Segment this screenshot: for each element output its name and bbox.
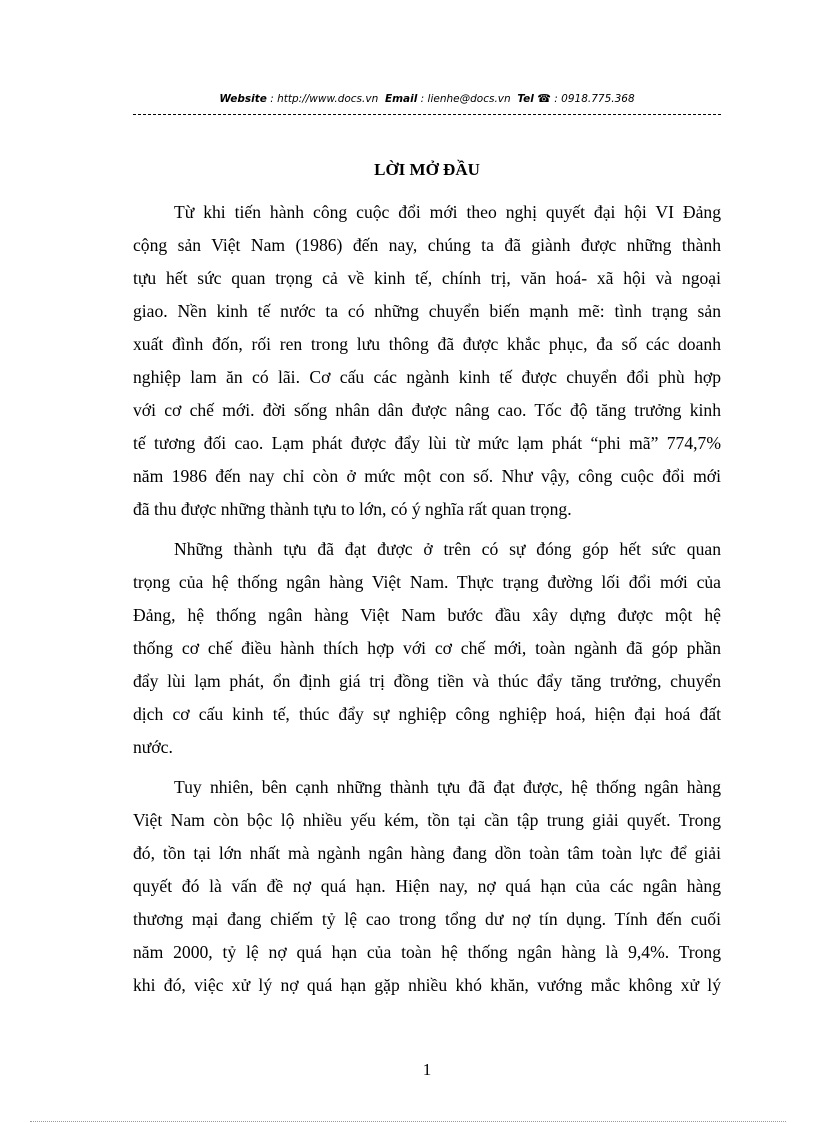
paragraph xyxy=(133,533,721,764)
text-line: cộng sản Việt Nam (1986) đến nay, chúng ta đã giành được những thành xyxy=(133,235,721,255)
email-label: Email xyxy=(384,93,418,105)
text-line: Đảng, hệ thống ngân hàng Việt Nam bước đầu xây dựng được một hệ xyxy=(133,605,721,625)
text-line: tế tương đối cao. Lạm phát được đẩy lùi từ mức lạm phát “phi mã” 774,7% xyxy=(133,433,721,453)
text-line: thống cơ chế điều hành thích hợp với cơ chế mới, toàn ngành đã góp phần xyxy=(133,638,721,658)
text-line: xuất đình đốn, rối ren trong lưu thông đã được khắc phục, đa số các doanh xyxy=(133,334,721,354)
text-line: tựu hết sức quan trọng cả về kinh tế, chính trị, văn hoá- xã hội và ngoại xyxy=(133,268,721,288)
text-line: trọng của hệ thống ngân hàng Việt Nam. Thực trạng đường lối đổi mới của xyxy=(133,572,721,592)
text-line: Tuy nhiên, bên cạnh những thành tựu đã đạt được, hệ thống ngân hàng xyxy=(174,777,721,797)
tel-number: : 0918.775.368 xyxy=(554,93,635,105)
text-line: đã thu được những thành tựu to lớn, có ý nghĩa rất quan trọng. xyxy=(133,499,572,519)
page-number: 1 xyxy=(422,1060,432,1079)
website-label: Website xyxy=(219,93,267,105)
website-link[interactable]: : http://www.docs.vn xyxy=(266,93,379,105)
text-line: năm 2000, tỷ lệ nợ quá hạn của toàn hệ thống ngân hàng là 9,4%. Trong xyxy=(133,942,721,962)
document-body xyxy=(133,196,721,1002)
text-line: nước. xyxy=(133,737,173,757)
text-line: dịch cơ cấu kinh tế, thúc đẩy sự nghiệp công nghiệp hoá, hiện đại hoá đất xyxy=(133,704,721,724)
tel-label: Tel xyxy=(517,93,534,105)
text-line: giao. Nền kinh tế nước ta có những chuyển biến mạnh mẽ: tình trạng sản xyxy=(133,301,721,321)
text-line: Việt Nam còn bộc lộ nhiều yếu kém, tồn tại cần tập trung giải quyết. Trong xyxy=(133,810,721,830)
page-header xyxy=(133,92,721,115)
text-line: đẩy lùi lạm phát, ổn định giá trị đồng tiền và thúc đẩy tăng trưởng, chuyển xyxy=(133,671,721,691)
text-line: năm 1986 đến nay chỉ còn ở mức một con số. Như vậy, công cuộc đổi mới xyxy=(133,466,721,486)
paragraph xyxy=(133,196,721,526)
text-line: thương mại đang chiếm tỷ lệ cao trong tổng dư nợ tín dụng. Tính đến cuối xyxy=(133,909,721,929)
document-title: LỜI MỞ ĐẦU xyxy=(374,160,480,179)
text-line: khi đó, việc xử lý nợ quá hạn gặp nhiều khó khăn, vướng mắc không xử lý xyxy=(133,975,721,995)
text-line: Từ khi tiến hành công cuộc đổi mới theo nghị quyết đại hội VI Đảng xyxy=(174,202,721,222)
page-bottom-divider xyxy=(30,1121,786,1122)
phone-icon: ☎ xyxy=(537,92,551,105)
text-line: nghiệp lam ăn có lãi. Cơ cấu các ngành kinh tế được chuyển đổi phù hợp xyxy=(133,367,721,387)
text-line: đó, tồn tại lớn nhất mà ngành ngân hàng đang dồn toàn tâm toàn lực để giải xyxy=(133,843,721,863)
text-line: quyết đó là vấn đề nợ quá hạn. Hiện nay, nợ quá hạn của các ngân hàng xyxy=(133,876,721,896)
text-line: Những thành tựu đã đạt được ở trên có sự đóng góp hết sức quan xyxy=(174,539,721,559)
email-link[interactable]: : lienhe@docs.vn xyxy=(417,93,511,105)
paragraph xyxy=(133,771,721,1002)
text-line: với cơ chế mới. đời sống nhân dân được nâng cao. Tốc độ tăng trưởng kinh xyxy=(133,400,721,420)
